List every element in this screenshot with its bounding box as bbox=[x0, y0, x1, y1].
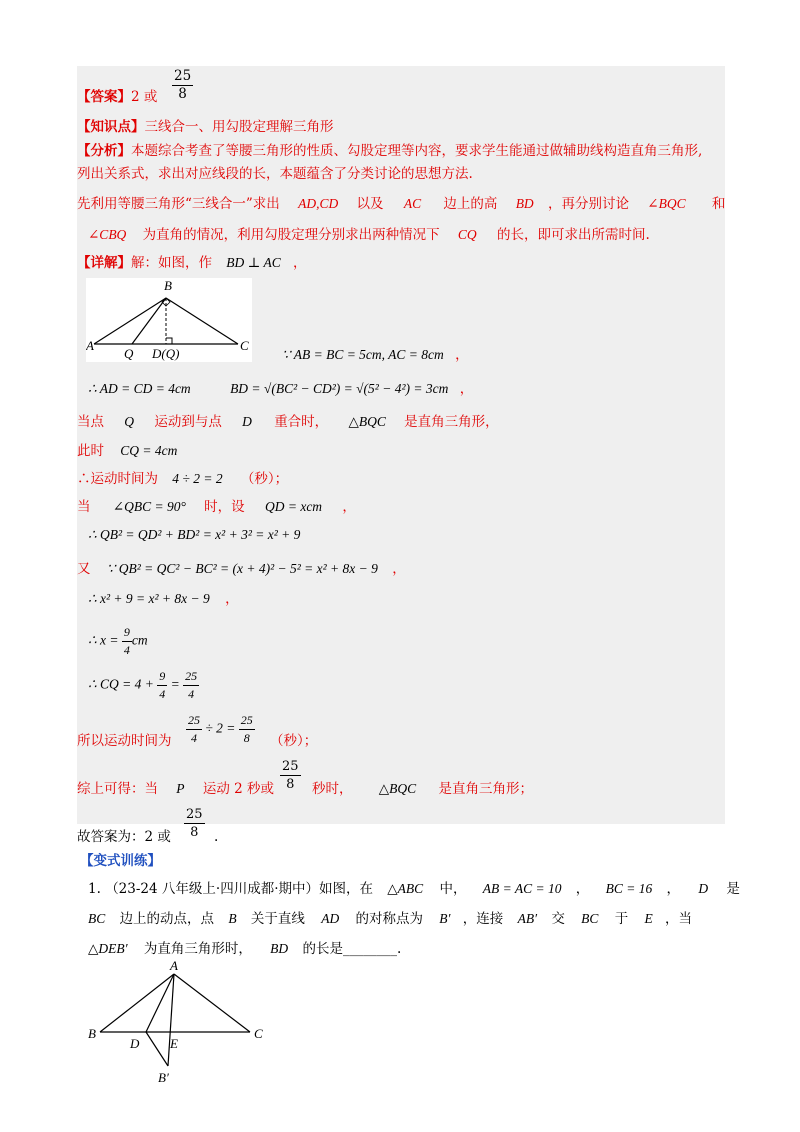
step-9 bbox=[88, 590, 239, 608]
math-b: B bbox=[228, 911, 237, 926]
question-line-2 bbox=[88, 910, 692, 928]
math-bd-2: BD bbox=[270, 941, 289, 956]
fig1-label-c: C bbox=[240, 338, 249, 353]
fig1-label-a: A bbox=[86, 338, 94, 353]
question-2b: 关于直线 bbox=[250, 911, 305, 927]
analysis-4b: 的长，即可求出所需时间. bbox=[496, 227, 650, 243]
step-12b: （秒）； bbox=[270, 733, 318, 749]
knowledge-label: 【知识点】 bbox=[77, 119, 145, 135]
step-11-frac-2 bbox=[183, 668, 199, 703]
math-qd: QD = xcm bbox=[264, 499, 323, 514]
math-bd-perp-ac: BD ⊥ AC bbox=[226, 255, 281, 270]
fig2-segment-db-prime bbox=[146, 1032, 168, 1066]
fig1-label-b: B bbox=[164, 278, 172, 293]
step-13a: 综上可得：当 bbox=[77, 781, 158, 797]
step-5 bbox=[77, 470, 288, 488]
math-q: Q bbox=[124, 414, 135, 429]
step-6a: 当 bbox=[77, 499, 91, 515]
analysis-text-1: 本题综合考查了等腰三角形的性质、勾股定理等内容，要求学生能通过做辅助线构造直角三角形, bbox=[131, 143, 703, 159]
math-bc: BC bbox=[88, 911, 106, 926]
step-14-den: 8 bbox=[190, 825, 199, 840]
fig2-segment-ab-prime bbox=[168, 974, 174, 1066]
fig2-label-c: C bbox=[254, 1026, 263, 1041]
step-12-frac-1 bbox=[186, 712, 202, 747]
step-12-num2: 25 bbox=[239, 712, 255, 730]
detail-tail: ， bbox=[293, 255, 307, 271]
math-bd: BD bbox=[515, 196, 534, 211]
step-3d: 是直角三角形， bbox=[404, 414, 499, 430]
answer-text: 2 或 bbox=[131, 89, 158, 105]
math-angle-bqc: ∠BQC bbox=[647, 196, 686, 211]
step-11-frac-1 bbox=[157, 668, 167, 703]
step-3c: 重合时， bbox=[274, 414, 329, 430]
math-e: E bbox=[644, 911, 653, 926]
step-5b: （秒）； bbox=[240, 471, 289, 487]
step-14-num: 25 bbox=[186, 807, 203, 822]
knowledge-line bbox=[77, 118, 334, 136]
triangle-figure-1 bbox=[86, 278, 252, 362]
step-13 bbox=[77, 780, 274, 798]
step-13d: 是直角三角形； bbox=[438, 781, 533, 797]
step-11-num1: 9 bbox=[157, 668, 167, 686]
math-ad-cd: AD,CD bbox=[298, 196, 339, 211]
step-8-tail: ， bbox=[392, 561, 406, 577]
fig1-label-d: D(Q) bbox=[152, 346, 180, 361]
math-qb-squared: ∵ QB² = QC² − BC² = (x + 4)² − 5² = x² + 8x − 9 bbox=[106, 561, 378, 576]
question-1d: 是 bbox=[726, 881, 740, 897]
step-11-num2: 25 bbox=[183, 668, 199, 686]
step-12-op: ÷ 2 = bbox=[205, 720, 236, 736]
fig2-label-b: B bbox=[88, 1026, 96, 1041]
step-3b: 运动到与点 bbox=[154, 414, 222, 430]
math-angle-qbc: ∠QBC = 90° bbox=[112, 499, 186, 514]
analysis-line-4 bbox=[88, 226, 650, 244]
step-1-math: ∵ AB = BC = 5cm, AC = 8cm bbox=[282, 347, 444, 362]
fig2-label-b-prime: B′ bbox=[158, 1070, 169, 1085]
math-ac: AC bbox=[403, 196, 422, 211]
question-3b: 的长是________. bbox=[302, 941, 402, 957]
step-9-tail: ， bbox=[225, 591, 239, 606]
answer-frac-num: 25 bbox=[174, 68, 192, 84]
fig1-side-bc bbox=[166, 298, 238, 344]
math-p: P bbox=[176, 781, 185, 796]
math-ab-prime: AB′ bbox=[517, 911, 538, 926]
math-tri-bqc-2: △BQC bbox=[378, 781, 417, 796]
question-2f: 于 bbox=[614, 911, 629, 927]
step-13-rest bbox=[312, 780, 533, 798]
fig1-segment-bq bbox=[132, 298, 166, 344]
question-1c: ， bbox=[666, 881, 681, 897]
step-10 bbox=[88, 624, 148, 659]
analysis-line-1 bbox=[77, 142, 702, 160]
math-d: D bbox=[242, 414, 252, 429]
analysis-3a: 先利用等腰三角形“三线合一”求出 bbox=[77, 196, 280, 212]
fig1-right-angle-d bbox=[166, 338, 172, 344]
step-6b: 时，设 bbox=[204, 499, 245, 515]
step-12-math bbox=[186, 712, 255, 747]
step-12-den2: 8 bbox=[243, 731, 250, 745]
step-1 bbox=[282, 346, 469, 364]
analysis-4a: 为直角的情况，利用勾股定理分别求出两种情况下 bbox=[142, 227, 440, 243]
step-10-frac bbox=[122, 624, 132, 659]
step-14 bbox=[77, 828, 171, 846]
question-2d: ，连接 bbox=[462, 911, 504, 927]
question-2e: 交 bbox=[551, 911, 565, 927]
triangle-figure-2 bbox=[82, 958, 272, 1088]
analysis-line-3 bbox=[77, 195, 725, 213]
fig2-segment-ad bbox=[146, 974, 174, 1032]
question-line-3 bbox=[88, 940, 401, 958]
step-12 bbox=[77, 732, 172, 750]
question-1b: ， bbox=[575, 881, 590, 897]
analysis-3b: 以及 bbox=[356, 196, 384, 212]
step-5a: ∴运动时间为 bbox=[77, 471, 158, 487]
step-11-pre: ∴ CQ = 4 + bbox=[88, 676, 154, 692]
step-11-den1: 4 bbox=[159, 687, 166, 701]
math-time-2: 4 ÷ 2 = 2 bbox=[172, 471, 223, 486]
math-angle-cbq: ∠CBQ bbox=[88, 227, 127, 242]
analysis-3d: ，再分别讨论 bbox=[547, 196, 629, 212]
answer-fraction bbox=[172, 68, 193, 103]
fig2-side-ac bbox=[174, 974, 250, 1032]
step-7: ∴ QB² = QD² + BD² = x² + 3² = x² + 9 bbox=[88, 527, 301, 542]
step-12-den1: 4 bbox=[191, 731, 197, 745]
step-11-den2: 4 bbox=[188, 687, 195, 701]
variant-label: 【变式训练】 bbox=[80, 853, 161, 869]
step-14-tail: . bbox=[214, 829, 219, 845]
math-cq: CQ bbox=[457, 227, 477, 242]
step-8 bbox=[77, 560, 406, 578]
question-2a: 边上的动点，点 bbox=[119, 911, 215, 927]
math-cq-4: CQ = 4cm bbox=[120, 443, 178, 458]
step-1-tail: ， bbox=[455, 347, 469, 362]
math-tri-bqc: △BQC bbox=[348, 414, 386, 429]
step-13-num: 25 bbox=[282, 759, 299, 774]
math-b-prime: B′ bbox=[439, 911, 451, 926]
step-10-den: 4 bbox=[123, 643, 130, 657]
step-2 bbox=[88, 380, 473, 398]
step-13-den: 8 bbox=[286, 777, 295, 792]
step-8a: 又 bbox=[77, 561, 91, 577]
fig1-label-q: Q bbox=[124, 346, 134, 361]
analysis-label: 【分析】 bbox=[77, 143, 131, 159]
math-bc-16: BC = 16 bbox=[605, 881, 653, 896]
step-11-eq: = bbox=[170, 676, 180, 692]
math-tri-abc: △ABC bbox=[387, 881, 424, 896]
detail-label: 【详解】 bbox=[77, 255, 131, 271]
step-11 bbox=[88, 668, 199, 703]
step-12a: 所以运动时间为 bbox=[77, 733, 172, 749]
step-10-num: 9 bbox=[122, 624, 132, 642]
step-10-pre: ∴ x = bbox=[88, 632, 119, 648]
step-3 bbox=[77, 413, 499, 431]
step-2b-math: BD = √(BC² − CD²) = √(5² − 4²) = 3cm bbox=[230, 381, 449, 396]
step-12-num1: 25 bbox=[186, 712, 202, 730]
answer-label: 【答案】 bbox=[77, 89, 131, 105]
step-10-post: cm bbox=[131, 632, 148, 648]
fig2-label-d: D bbox=[130, 1036, 140, 1051]
step-2-tail: ， bbox=[459, 381, 474, 396]
question-3a: 为直角三角形时， bbox=[143, 941, 252, 957]
question-number: 1. bbox=[88, 881, 101, 897]
knowledge-text: 三线合一、用勾股定理解三角形 bbox=[144, 119, 334, 135]
step-12-frac-2 bbox=[239, 712, 255, 747]
step-9-math: ∴ x² + 9 = x² + 8x − 9 bbox=[88, 591, 210, 606]
analysis-line-2: 列出关系式，求出对应线段的长，本题蕴含了分类讨论的思想方法. bbox=[77, 166, 473, 182]
step-4a: 此时 bbox=[77, 443, 104, 459]
fig2-label-a: A bbox=[170, 958, 178, 973]
step-13c: 秒时， bbox=[312, 781, 353, 797]
fig2-side-ab bbox=[100, 974, 174, 1032]
question-line-1 bbox=[88, 880, 740, 898]
step-6 bbox=[77, 498, 356, 516]
detail-line bbox=[77, 254, 307, 272]
analysis-3e: 和 bbox=[711, 196, 726, 212]
step-4 bbox=[77, 442, 177, 460]
step-14-frac bbox=[184, 806, 205, 841]
answer-line bbox=[77, 88, 157, 106]
step-6-tail: ， bbox=[342, 499, 356, 515]
fig1-side-ab bbox=[94, 298, 166, 344]
detail-text: 解：如图，作 bbox=[131, 255, 212, 271]
step-13b: 运动 2 秒或 bbox=[202, 781, 275, 797]
analysis-3c: 边上的高 bbox=[443, 196, 498, 212]
math-d-point: D bbox=[698, 881, 709, 896]
math-bc-2: BC bbox=[581, 911, 599, 926]
step-14a: 故答案为：2 或 bbox=[77, 829, 171, 845]
step-3a: 当点 bbox=[77, 414, 104, 430]
math-ab-ac: AB = AC = 10 bbox=[482, 881, 562, 896]
step-2a-math: ∴ AD = CD = 4cm bbox=[88, 381, 191, 396]
question-2g: ，当 bbox=[665, 911, 693, 927]
question-1a: 中， bbox=[439, 881, 467, 897]
step-13-frac bbox=[280, 758, 301, 793]
answer-frac-den: 8 bbox=[178, 86, 187, 102]
question-source: （23-24 八年级上·四川成都·期中）如图，在 bbox=[105, 881, 373, 897]
math-tri-deb-prime: △DEB′ bbox=[88, 941, 128, 956]
question-2c: 的对称点为 bbox=[355, 911, 423, 927]
fig2-label-e: E bbox=[170, 1036, 178, 1051]
math-ad: AD bbox=[321, 911, 340, 926]
